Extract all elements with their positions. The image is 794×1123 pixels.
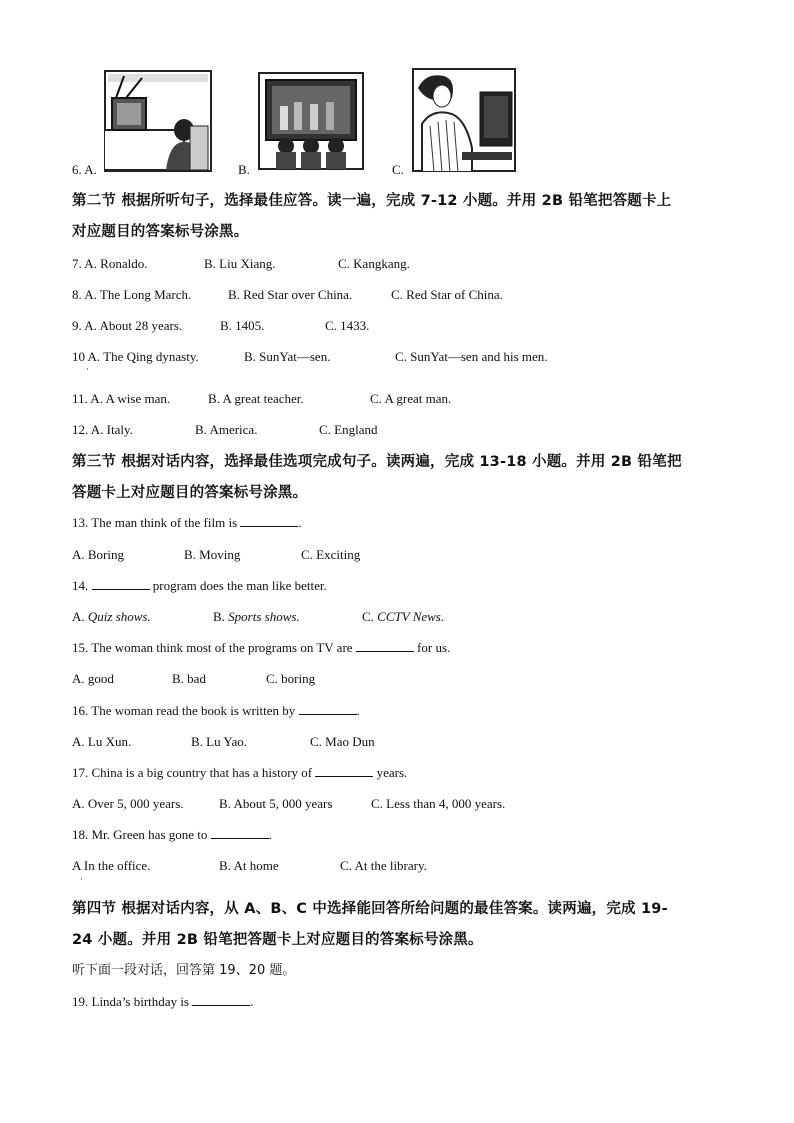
q19-stem bbox=[72, 994, 254, 1010]
q18-option-a: A In the office. bbox=[72, 858, 151, 873]
q18-option-b: B. At home bbox=[219, 858, 279, 873]
q14-stem-text: 14. bbox=[72, 578, 92, 593]
q16-option-c: C. Mao Dun bbox=[310, 734, 375, 749]
q7-option-a: 7. A. Ronaldo. bbox=[72, 256, 148, 271]
q18-stem-text: 18. Mr. Green has gone to bbox=[72, 827, 211, 842]
q10-option-b: B. SunYat—sen. bbox=[244, 349, 331, 364]
answer-blank bbox=[315, 765, 373, 777]
stray-dot: · bbox=[86, 364, 89, 374]
q19-stem-end: . bbox=[250, 994, 254, 1009]
q18-option-c: C. At the library. bbox=[340, 858, 427, 873]
q12-option-a: 12. A. Italy. bbox=[72, 422, 133, 437]
q9-option-b: B. 1405. bbox=[220, 318, 265, 333]
q14-option-c bbox=[362, 609, 444, 625]
q9-option-a: 9. A. About 28 years. bbox=[72, 318, 183, 333]
q17-stem-text: 17. China is a big country that has a history of bbox=[72, 765, 316, 780]
q17-stem bbox=[72, 765, 407, 781]
answer-blank bbox=[356, 640, 414, 652]
q11-option-a: 11. A. A wise man. bbox=[72, 391, 171, 406]
q19-stem-text: 19. Linda’s birthday is bbox=[72, 994, 193, 1009]
q8-option-a: 8. A. The Long March. bbox=[72, 287, 192, 302]
q13-stem bbox=[72, 515, 302, 531]
answer-blank bbox=[211, 827, 269, 839]
q11-option-b: B. A great teacher. bbox=[208, 391, 304, 406]
q10-option-a: 10 A. The Qing dynasty. bbox=[72, 349, 199, 364]
cinema-picture bbox=[258, 72, 364, 170]
q16-option-a: A. Lu Xun. bbox=[72, 734, 132, 749]
answer-blank bbox=[299, 703, 357, 715]
q14-option-b bbox=[213, 609, 300, 625]
q15-option-a: A. good bbox=[72, 671, 114, 686]
q14-stem-end: program does the man like better. bbox=[149, 578, 327, 593]
q17-option-c: C. Less than 4, 000 years. bbox=[371, 796, 506, 811]
q14-option-a-text: Quiz shows. bbox=[87, 609, 151, 624]
tv-watching-picture bbox=[104, 70, 212, 172]
q14-option-c-letter: C. bbox=[362, 609, 378, 624]
q13-option-c: C. Exciting bbox=[301, 547, 361, 562]
q6-label-c: C. bbox=[392, 162, 404, 177]
q13-stem-text: 13. The man think of the film is bbox=[72, 515, 241, 530]
q13-option-a: A. Boring bbox=[72, 547, 124, 562]
q15-option-c: C. boring bbox=[266, 671, 316, 686]
section2-heading-line2: 对应题目的答案标号涂黑。 bbox=[72, 224, 249, 240]
q17-option-b: B. About 5, 000 years bbox=[219, 796, 333, 811]
q6-label-a: 6. A. bbox=[72, 162, 97, 177]
q13-stem-end: . bbox=[298, 515, 302, 530]
q12-option-c: C. England bbox=[319, 422, 378, 437]
q7-option-c: C. Kangkang. bbox=[338, 256, 410, 271]
q15-stem bbox=[72, 640, 450, 656]
q9-option-c: C. 1433. bbox=[325, 318, 370, 333]
q10-option-c: C. SunYat—sen and his men. bbox=[395, 349, 548, 364]
section3-heading-line1: 第三节 根据对话内容，选择最佳选项完成句子。读两遍，完成 13-18 小题。并用 2B 铅笔把 bbox=[72, 454, 682, 470]
q15-stem-text: 15. The woman think most of the programs on TV are bbox=[72, 640, 356, 655]
q15-stem-end: for us. bbox=[413, 640, 451, 655]
q16-stem-end: . bbox=[356, 703, 360, 718]
q15-option-b: B. bad bbox=[172, 671, 206, 686]
listening-instruction: 听下面一段对话，回答第 19、20 题。 bbox=[72, 963, 296, 978]
q11-option-c: C. A great man. bbox=[370, 391, 452, 406]
computer-picture bbox=[412, 68, 516, 172]
section4-heading-line2: 24 小题。并用 2B 铅笔把答题卡上对应题目的答案标号涂黑。 bbox=[72, 932, 483, 948]
section4-heading-line1: 第四节 根据对话内容，从 A、B、C 中选择能回答所给问题的最佳答案。读两遍，完成 19- bbox=[72, 901, 668, 917]
answer-blank bbox=[192, 994, 250, 1006]
section3-heading-line2: 答题卡上对应题目的答案标号涂黑。 bbox=[72, 485, 308, 501]
q12-option-b: B. America. bbox=[195, 422, 258, 437]
q13-option-b: B. Moving bbox=[184, 547, 241, 562]
q8-option-c: C. Red Star of China. bbox=[391, 287, 503, 302]
q14-option-a bbox=[72, 609, 151, 625]
q16-stem bbox=[72, 703, 360, 719]
q14-stem bbox=[72, 578, 327, 594]
q17-option-a: A. Over 5, 000 years. bbox=[72, 796, 184, 811]
q14-option-c-text: CCTV News. bbox=[377, 609, 445, 624]
q14-option-b-letter: B. bbox=[213, 609, 229, 624]
q17-stem-end: years. bbox=[373, 765, 408, 780]
stray-dot: · bbox=[80, 874, 83, 884]
answer-blank bbox=[92, 578, 150, 590]
q6-label-b: B. bbox=[238, 162, 250, 177]
q8-option-b: B. Red Star over China. bbox=[228, 287, 353, 302]
q16-stem-text: 16. The woman read the book is written by bbox=[72, 703, 299, 718]
q18-stem bbox=[72, 827, 272, 843]
answer-blank bbox=[240, 515, 298, 527]
q14-option-b-text: Sports shows. bbox=[228, 609, 300, 624]
q14-option-a-letter: A. bbox=[72, 609, 88, 624]
q16-option-b: B. Lu Yao. bbox=[191, 734, 247, 749]
section2-heading-line1: 第二节 根据所听句子，选择最佳应答。读一遍，完成 7-12 小题。并用 2B 铅笔把答题卡上 bbox=[72, 193, 672, 209]
q7-option-b: B. Liu Xiang. bbox=[204, 256, 276, 271]
q18-stem-end: . bbox=[268, 827, 272, 842]
